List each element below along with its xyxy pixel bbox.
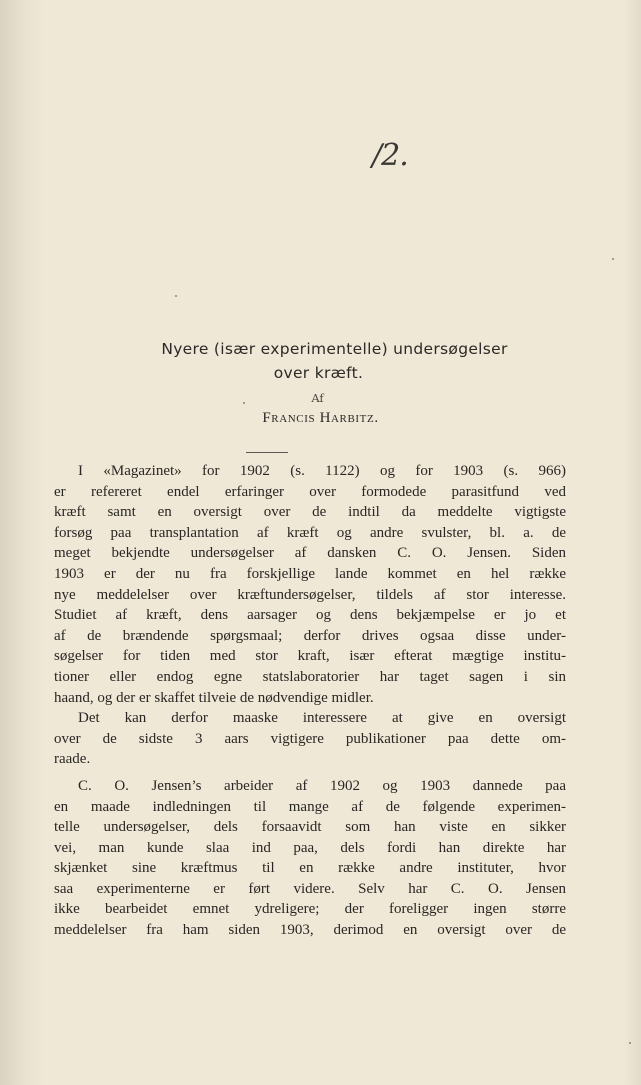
text-line: søgelser for tiden med stor kraft, især efterat mægtige institu-: [54, 648, 566, 665]
paper-speck: [612, 258, 614, 260]
paper-speck: [243, 402, 245, 404]
text-line: C. O. Jensen’s arbeider af 1902 og 1903 dannede paa: [78, 777, 566, 794]
text-line: skjænket sine kræftmus til en række andre instituter, hvor: [54, 860, 566, 877]
text-line: af de brændende spørgsmaal; derfor drives ogsaa disse under-: [54, 627, 566, 644]
text-line: tioner eller endog egne statslaboratorier har taget sagen i sin: [54, 668, 566, 685]
article-title-line-2: over kræft.: [273, 364, 364, 382]
text-line: Det kan derfor maaske interessere at give en oversigt: [78, 710, 566, 727]
text-line: kræft samt en oversigt over de indtil da meddelte vigtigste: [54, 504, 566, 521]
text-line: raade.: [54, 751, 91, 768]
text-line: 1903 er der nu fra forskjellige lande kommet en hel række: [54, 565, 566, 582]
text-line: I «Magazinet» for 1902 (s. 1122) og for 1903 (s. 966): [78, 463, 566, 479]
text-line: haand, og der er skaffet tilveie de nødvendige midler.: [54, 689, 374, 706]
text-line: Studiet af kræft, dens aarsager og dens bekjæmpelse er jo et: [54, 607, 566, 624]
text-line: ikke bearbeidet emnet ydreligere; der foreligger ingen større: [54, 901, 566, 918]
text-line: meget bekjendte undersøgelser af dansken C. O. Jensen. Siden: [54, 545, 566, 562]
text-line: forsøg paa transplantation af kræft og andre svulster, bl. a. de: [54, 524, 566, 541]
handwritten-page-number: /2.: [372, 138, 408, 173]
text-line: telle undersøgelser, dels forsaavidt som han viste en sikker: [54, 819, 566, 836]
paper-speck: [629, 1042, 631, 1044]
article-body: [54, 461, 566, 941]
article-title-line-1: Nyere (især experimentelle) undersøgelser: [161, 340, 508, 358]
text-line: over de sidste 3 aars vigtigere publikationer paa dette om-: [54, 730, 566, 747]
text-line: meddelelser fra ham siden 1903, derimod en oversigt over de: [54, 922, 566, 939]
separator-rule: [246, 452, 288, 453]
paragraph-2: [54, 708, 566, 770]
paragraph-1: [54, 461, 566, 708]
paper-speck: [175, 295, 177, 297]
text-line: saa experimenterne er ført videre. Selv har C. O. Jensen: [54, 880, 566, 897]
text-line: vei, man kunde slaa ind paa, dels fordi han direkte har: [54, 839, 566, 856]
author-name: Francis Harbitz.: [262, 410, 379, 426]
byline-prefix: Af: [311, 391, 324, 405]
text-line: nye meddelelser over kræftundersøgelser, tildels af stor interesse.: [54, 586, 566, 603]
paragraph-3: [54, 776, 566, 941]
text-line: er refereret endel erfaringer over formodede parasitfund ved: [54, 483, 566, 500]
text-line: en maade indledningen til mange af de følgende experimen-: [54, 798, 566, 815]
